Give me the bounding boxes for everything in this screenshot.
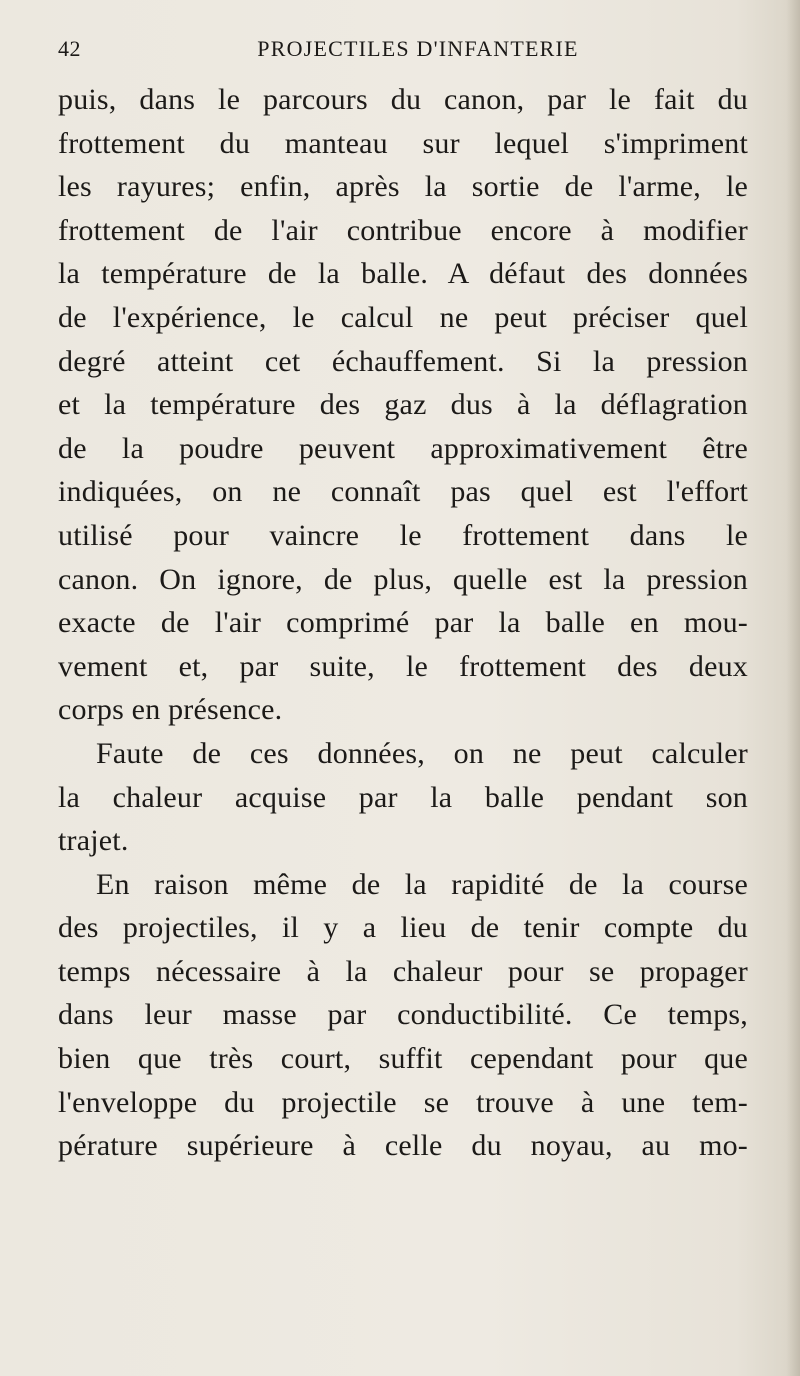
- text-line: la chaleur acquise par la balle pendant son: [58, 780, 748, 814]
- text-line: bien que très court, suffit cependant pour que: [58, 1042, 748, 1076]
- text-line: dans leur masse par conductibilité. Ce temps,: [58, 998, 748, 1032]
- text-line: temps nécessaire à la chaleur pour se propager: [58, 954, 748, 988]
- text-line: corps en présence.: [58, 693, 283, 727]
- text-line: l'enveloppe du projectile se trouve à une tem-: [58, 1085, 748, 1119]
- body-text: [58, 78, 748, 1168]
- text-line: En raison même de la rapidité de la course: [96, 867, 748, 901]
- text-line: Faute de ces données, on ne peut calculer: [96, 736, 748, 770]
- text-line: indiquées, on ne connaît pas quel est l'effort: [58, 475, 748, 509]
- text-line: degré atteint cet échauffement. Si la pression: [58, 344, 748, 378]
- text-line: trajet.: [58, 824, 129, 858]
- text-line: utilisé pour vaincre le frottement dans le: [58, 518, 748, 552]
- text-line: frottement du manteau sur lequel s'impriment: [58, 126, 748, 160]
- text-line: pérature supérieure à celle du noyau, au mo-: [58, 1129, 748, 1163]
- text-line: frottement de l'air contribue encore à modifier: [58, 213, 748, 247]
- page-edge-shadow: [786, 0, 800, 1376]
- text-line: les rayures; enfin, après la sortie de l'arme, le: [58, 170, 748, 204]
- running-title: PROJECTILES D'INFANTERIE: [257, 36, 579, 61]
- text-line: la température de la balle. A défaut des données: [58, 257, 748, 291]
- text-line: des projectiles, il y a lieu de tenir compte du: [58, 911, 748, 945]
- page-header: [58, 36, 748, 66]
- text-line: de l'expérience, le calcul ne peut préciser quel: [58, 300, 748, 334]
- text-line: puis, dans le parcours du canon, par le fait du: [58, 83, 748, 116]
- text-line: de la poudre peuvent approximativement être: [58, 431, 748, 465]
- text-line: exacte de l'air comprimé par la balle en mou-: [58, 606, 748, 640]
- text-line: vement et, par suite, le frottement des deux: [58, 649, 748, 683]
- page-number: 42: [58, 36, 81, 61]
- text-line: canon. On ignore, de plus, quelle est la pression: [58, 562, 748, 596]
- text-line: et la température des gaz dus à la déflagration: [58, 388, 748, 422]
